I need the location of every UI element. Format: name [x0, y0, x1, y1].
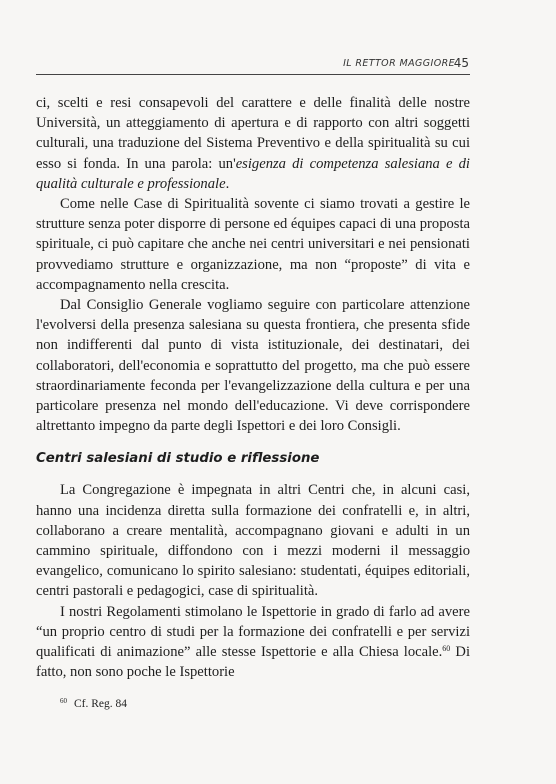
section-heading: Centri salesiani di studio e riflessione: [36, 451, 320, 467]
paragraph-text: I nostri Regolamenti stimolano le Ispettorie in grado di farlo ad avere “un proprio centro di studi per la formazione dei confratelli e per servizi qualificati di animazione” alle stesse Ispettorie e alla Chiesa locale.: [36, 603, 470, 661]
footnote-text: Cf. Reg. 84: [74, 698, 128, 710]
emphasized-phrase: esigenza di competenza salesiana e di qualità culturale e professionale: [36, 155, 470, 192]
footnote-marker: 60: [60, 697, 67, 705]
body-text: [36, 93, 470, 682]
footnote-reference[interactable]: 60: [442, 644, 451, 654]
paragraph-general-council: Dal Consiglio Generale vogliamo seguire con particolare attenzione l'evolversi della presenza salesiana su questa frontiera, che presenta sfide non indifferenti dal punto di vista istituzionale, dei destinatari, dei collaboratori, dell'economia e soprattutto del progetto, ma che può essere straordinariamente feconda per l'evangelizzazione della cultura e per una particolare presenza nel mondo dell'educazione. Vi deve corrispondere altrettanto impegno da parte degli Ispettori e dei loro Consigli.: [36, 297, 470, 435]
paragraph-spirituality: Come nelle Case di Spiritualità sovente ci siamo trovati a gestire le strutture senza poter disporre di persone ed équipes capaci di una proposta spirituale, ci può capitare che anche nei centri universitari e nei pensionati provvediamo strutture e organizzazione, ma non “proposte” di vita e accompagnamento nella crescita.: [36, 196, 471, 293]
header-rule: [36, 74, 470, 75]
running-title: IL RETTOR MAGGIORE: [343, 58, 455, 69]
paragraph-text: Di fatto, non sono poche le Ispettorie: [36, 644, 470, 681]
footnote: [60, 697, 127, 710]
paragraph-text: ci, scelti e resi consapevoli del carattere e delle finalità delle nostre Università, un atteggiamento di apertura e di rapporto con altri soggetti culturali, una traduzione del Sistema Preventivo e della spiritualità su cui esso si fonda. In una parola: un': [36, 95, 470, 172]
page-number: 45: [453, 56, 469, 70]
paragraph-congregation-centres: La Congregazione è impegnata in altri Centri che, in alcuni casi, hanno una incidenza diretta sulla formazione dei confratelli e, in altri, collaborano a creare mentalità, accompagnano giovani e adulti in un cammino spirituale, diffondono con i mezzi moderni il messaggio evangelico, comunicano lo spirito salesiano: studentati, équipes editoriali, centri pastorali e pedagogici, case di spiritualità.: [36, 482, 470, 600]
page-header: [0, 56, 556, 76]
paragraph-regulations: [36, 602, 470, 683]
paragraph-continued: [36, 93, 470, 194]
paragraph-end: .: [225, 175, 230, 192]
